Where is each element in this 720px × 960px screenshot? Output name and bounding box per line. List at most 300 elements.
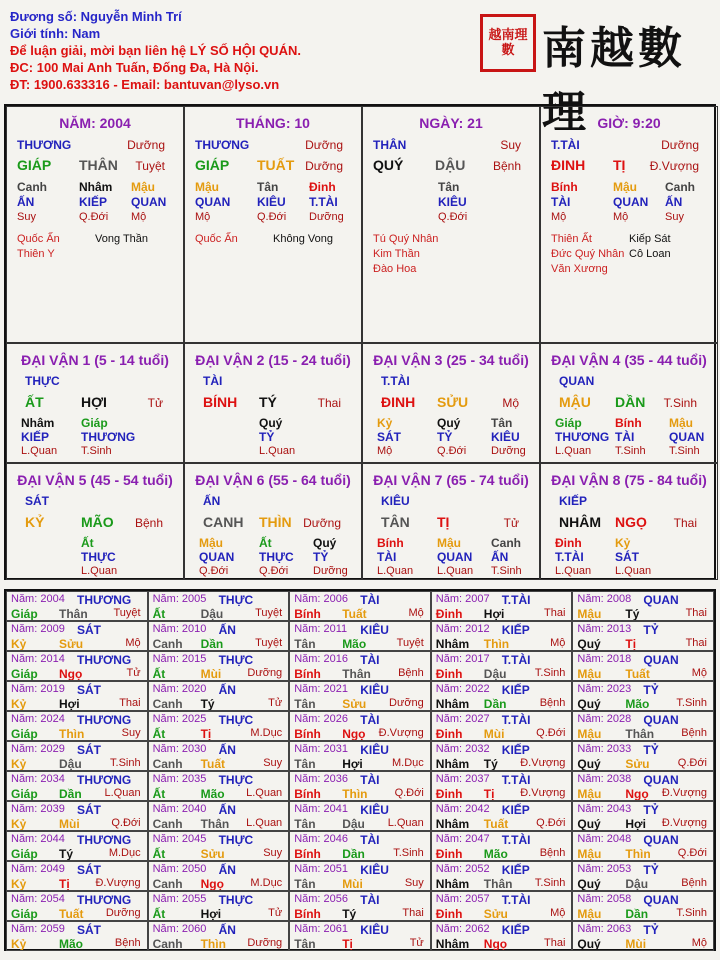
pillar-cell	[540, 106, 718, 343]
hidden-stage: T.Sinh	[81, 445, 112, 457]
life-stage: Dưỡng	[127, 138, 165, 152]
ten-god: KIÊU	[381, 494, 410, 508]
year-branch: Tuất	[483, 817, 509, 831]
year-god: THƯƠNG	[77, 593, 132, 607]
life-stage: Tử	[503, 516, 519, 530]
year-stem: Quý	[577, 757, 601, 771]
year-cell	[6, 621, 148, 651]
star-right: Kiếp Sát	[629, 233, 671, 245]
heavenly-stem: GIÁP	[17, 157, 52, 173]
phone-email: ĐT: 1900.633316 - Email: bantuvan@lyso.vn	[10, 77, 280, 92]
year-label: Năm: 2037	[435, 773, 490, 785]
hidden-god: KIÊU	[257, 195, 286, 209]
year-stage: Dưỡng	[247, 667, 283, 679]
dai-van-cell	[362, 343, 540, 463]
hidden-god: KIÊU	[491, 430, 520, 444]
year-label: Năm: 2007	[435, 593, 490, 605]
star-right: Vong Thần	[95, 233, 149, 245]
year-stem: Nhâm	[435, 937, 470, 951]
year-branch: Dậu	[200, 607, 224, 621]
hidden-stem: Giáp	[81, 416, 108, 430]
hidden-stem: Quý	[313, 536, 337, 550]
year-god: KIÊU	[360, 923, 389, 937]
year-label: Năm: 2010	[152, 623, 207, 635]
dai-van-cell	[362, 463, 540, 580]
year-cell	[289, 801, 431, 831]
year-god: THƯƠNG	[77, 893, 132, 907]
year-stage: Suy	[404, 877, 424, 889]
life-stage: Dưỡng	[303, 516, 341, 530]
year-label: Năm: 2051	[294, 863, 348, 875]
year-god: THƯƠNG	[77, 653, 132, 667]
year-god: TỶ	[643, 683, 659, 697]
dai-van-title: ĐẠI VẬN 4 (35 - 44 tuổi)	[551, 352, 707, 368]
dai-van-title: ĐẠI VẬN 5 (45 - 54 tuổi)	[17, 472, 173, 488]
pillar-title: GIỜ: 9:20	[597, 115, 661, 131]
year-god: THƯƠNG	[77, 773, 132, 787]
gender: Giới tính: Nam	[10, 26, 101, 41]
year-god: THỰC	[218, 773, 254, 787]
year-branch: Thìn	[59, 727, 85, 741]
hidden-god: TÀI	[377, 550, 397, 564]
year-label: Năm: 2042	[435, 803, 490, 815]
year-label: Năm: 2022	[435, 683, 490, 695]
star-left: Kim Thần	[373, 248, 420, 260]
year-stage: M.Dục	[250, 877, 283, 889]
year-branch: Mùi	[342, 877, 363, 891]
year-stage: Đ.Vượng	[378, 727, 424, 739]
year-cell	[431, 891, 573, 921]
hidden-god: THỰC	[81, 550, 116, 564]
year-stage: T.Sinh	[534, 877, 566, 889]
hidden-stage: Dưỡng	[313, 565, 348, 577]
year-god: ẤN	[218, 863, 236, 877]
year-stem: Canh	[152, 877, 183, 891]
life-stage: Thai	[673, 516, 697, 530]
year-branch: Sửu	[483, 907, 508, 921]
year-stem: Bính	[294, 907, 321, 921]
year-stem: Ất	[152, 847, 166, 861]
hidden-stage: L.Quan	[437, 565, 474, 577]
year-cell	[6, 651, 148, 681]
ten-god: T.TÀI	[551, 138, 580, 152]
year-stage: Bệnh	[539, 847, 566, 859]
year-stage: Thai	[543, 607, 566, 619]
year-stage: Mộ	[408, 607, 424, 619]
year-label: Năm: 2060	[152, 923, 207, 935]
year-cell	[572, 711, 714, 741]
year-god: SÁT	[77, 623, 101, 637]
year-branch: Hợi	[483, 607, 505, 621]
year-god: THỰC	[218, 653, 254, 667]
year-stage: Bệnh	[114, 937, 141, 949]
year-stem: Kỷ	[11, 937, 27, 951]
year-stage: L.Quan	[246, 787, 283, 799]
year-branch: Sửu	[200, 847, 225, 861]
year-god: TÀI	[360, 893, 380, 907]
year-branch: Tý	[59, 847, 74, 861]
year-cell	[431, 711, 573, 741]
year-label: Năm: 2018	[577, 653, 632, 665]
year-label: Năm: 2029	[11, 743, 65, 755]
year-label: Năm: 2052	[435, 863, 490, 875]
pillar-cell	[184, 106, 362, 343]
hidden-stem: Mậu	[195, 180, 219, 194]
year-branch: Tý	[342, 907, 357, 921]
owner-name: Đương số: Nguyễn Minh Trí	[10, 9, 182, 24]
year-stage: Q.Đới	[677, 757, 707, 769]
year-label: Năm: 2014	[11, 653, 65, 665]
star-right: Cô Loan	[629, 248, 671, 260]
year-stage: Thai	[543, 937, 566, 949]
year-cell	[431, 831, 573, 861]
dai-van-title: ĐẠI VẬN 1 (5 - 14 tuổi)	[21, 352, 169, 368]
year-branch: Tuất	[625, 667, 650, 681]
year-cell	[289, 681, 431, 711]
year-branch: Thìn	[200, 937, 226, 951]
hidden-stem: Ất	[81, 536, 94, 550]
year-stem: Ất	[152, 607, 166, 621]
year-god: TÀI	[360, 833, 380, 847]
heavenly-stem: NHÂM	[559, 514, 601, 530]
hidden-stem: Tân	[257, 180, 279, 194]
year-label: Năm: 2049	[11, 863, 65, 875]
year-label: Năm: 2062	[435, 923, 490, 935]
heavenly-stem: GIÁP	[195, 157, 230, 173]
year-god: ẤN	[218, 683, 236, 697]
year-branch: Thân	[200, 817, 230, 831]
year-label: Năm: 2061	[294, 923, 348, 935]
year-stage: Đ.Vượng	[661, 787, 707, 799]
year-god: KIÊU	[360, 803, 389, 817]
year-stem: Bính	[294, 727, 321, 741]
year-god: TỶ	[643, 803, 659, 817]
ten-god: TÀI	[203, 374, 223, 388]
year-stem: Ất	[152, 787, 166, 801]
hidden-god: TỶ	[437, 430, 453, 444]
year-cell	[572, 861, 714, 891]
hidden-stage: L.Quan	[555, 445, 592, 457]
year-stem: Mậu	[577, 847, 602, 861]
year-branch: Tuất	[200, 757, 226, 771]
year-stem: Nhâm	[435, 817, 470, 831]
year-stage: Dưỡng	[389, 697, 424, 709]
hidden-god: THƯƠNG	[81, 430, 136, 444]
dai-van-cell	[540, 463, 718, 580]
hidden-stage: L.Quan	[21, 445, 58, 457]
year-god: THỰC	[218, 893, 254, 907]
hidden-stem: Canh	[491, 536, 521, 550]
year-branch: Dần	[625, 907, 649, 921]
hidden-stem: Tân	[491, 416, 513, 430]
hidden-god: SÁT	[377, 430, 401, 444]
year-stage: L.Quan	[246, 817, 283, 829]
hidden-stem: Kỷ	[377, 416, 393, 430]
year-cell	[289, 621, 431, 651]
year-stage: Mộ	[550, 637, 566, 649]
year-branch: Tý	[625, 607, 640, 621]
year-stage: T.Sinh	[534, 667, 566, 679]
year-label: Năm: 2044	[11, 833, 65, 845]
year-label: Năm: 2030	[152, 743, 207, 755]
year-stem: Mậu	[577, 667, 602, 681]
year-cell	[572, 741, 714, 771]
year-stem: Giáp	[11, 847, 38, 861]
year-god: QUAN	[643, 713, 679, 727]
hidden-god: SÁT	[615, 550, 639, 564]
year-cell	[431, 771, 573, 801]
year-branch: Dậu	[342, 817, 365, 831]
year-branch: Tị	[342, 937, 353, 951]
year-stage: Bệnh	[681, 727, 707, 739]
year-branch: Thìn	[342, 787, 368, 801]
year-cell	[431, 681, 573, 711]
year-branch: Hợi	[200, 907, 222, 921]
hidden-stage: Q.Đới	[259, 565, 289, 577]
hidden-stage: L.Quan	[615, 565, 652, 577]
year-god: T.TÀI	[501, 653, 531, 667]
year-god: ẤN	[218, 623, 236, 637]
year-stage: Mộ	[550, 907, 566, 919]
star-left: Đức Quý Nhân	[551, 248, 625, 260]
year-label: Năm: 2031	[294, 743, 348, 755]
year-god: KIẾP	[501, 923, 530, 937]
year-stage: Thai	[685, 607, 707, 619]
year-stage: Tử	[409, 937, 424, 949]
year-cell	[289, 741, 431, 771]
year-cell	[431, 861, 573, 891]
year-stem: Tân	[294, 637, 316, 651]
year-branch: Tý	[200, 697, 215, 711]
year-god: SÁT	[77, 683, 101, 697]
earthly-branch: MÃO	[81, 514, 114, 530]
heavenly-stem: ĐINH	[551, 157, 586, 173]
year-stage: Q.Đới	[677, 847, 707, 859]
year-stem: Kỷ	[11, 877, 27, 891]
year-god: ẤN	[218, 803, 236, 817]
year-label: Năm: 2035	[152, 773, 207, 785]
year-cell	[148, 921, 290, 951]
year-label: Năm: 2057	[435, 893, 490, 905]
year-stage: Tuyệt	[255, 637, 283, 649]
ten-god: QUAN	[559, 374, 595, 388]
year-god: T.TÀI	[501, 593, 531, 607]
year-stage: Mộ	[125, 637, 141, 649]
year-cell	[148, 891, 290, 921]
hidden-god: TÀI	[551, 195, 571, 209]
year-god: SÁT	[77, 803, 101, 817]
earthly-branch: DẦN	[615, 394, 646, 410]
hidden-god: QUAN	[199, 550, 235, 564]
year-stem: Nhâm	[435, 637, 470, 651]
year-stem: Đinh	[435, 727, 463, 741]
hidden-stem: Đinh	[555, 536, 582, 550]
hidden-stage: Suy	[17, 211, 36, 223]
hidden-god: ẤN	[491, 550, 509, 564]
year-branch: Ngọ	[483, 937, 508, 951]
year-branch: Tị	[625, 637, 637, 651]
year-cell	[148, 711, 290, 741]
hidden-stage: L.Quan	[555, 565, 592, 577]
pillar-title: NGÀY: 21	[419, 115, 483, 131]
year-cell	[572, 831, 714, 861]
year-stage: Mộ	[691, 937, 707, 949]
hidden-stem: Quý	[437, 416, 461, 430]
year-label: Năm: 2026	[294, 713, 348, 725]
year-god: T.TÀI	[501, 833, 531, 847]
year-stage: T.Sinh	[393, 847, 424, 859]
year-cell	[572, 621, 714, 651]
hidden-god: ẤN	[17, 195, 35, 209]
year-branch: Ngọ	[200, 877, 224, 891]
year-stem: Canh	[152, 937, 183, 951]
hidden-stem: Nhâm	[79, 180, 113, 194]
year-stage: L.Quan	[387, 817, 424, 829]
year-god: SÁT	[77, 923, 101, 937]
year-god: THƯƠNG	[77, 833, 132, 847]
year-label: Năm: 2009	[11, 623, 65, 635]
ten-god: ẤN	[203, 494, 221, 508]
year-branch: Tuất	[342, 607, 367, 621]
earthly-branch: TỊ	[437, 514, 450, 530]
year-branch: Dần	[200, 637, 224, 651]
year-label: Năm: 2050	[152, 863, 207, 875]
branch-stage: Dưỡng	[305, 159, 343, 173]
year-branch: Ngọ	[59, 667, 83, 681]
year-stage: Q.Đới	[111, 817, 141, 829]
earthly-branch: THÌN	[259, 514, 292, 530]
pillar-title: NĂM: 2004	[59, 115, 131, 131]
year-stem: Mậu	[577, 907, 602, 921]
year-god: SÁT	[77, 863, 101, 877]
hidden-stem: Tân	[438, 180, 460, 194]
year-branch: Tị	[200, 727, 212, 741]
hidden-stage: Mộ	[551, 211, 567, 223]
heavenly-stem: TÂN	[381, 514, 410, 530]
year-branch: Dần	[59, 787, 82, 801]
year-stem: Ất	[152, 667, 166, 681]
year-stem: Nhâm	[435, 877, 470, 891]
year-branch: Ngọ	[625, 787, 649, 801]
year-branch: Mão	[483, 847, 508, 861]
hidden-stem: Mậu	[437, 536, 461, 550]
year-stem: Kỷ	[11, 697, 27, 711]
year-stem: Ất	[152, 907, 166, 921]
star-right: Không Vong	[273, 233, 333, 245]
year-god: SÁT	[77, 743, 101, 757]
year-stage: Bệnh	[398, 667, 424, 679]
year-stem: Canh	[152, 757, 183, 771]
year-stem: Mậu	[577, 727, 602, 741]
hidden-god: QUAN	[669, 430, 705, 444]
year-cell	[572, 801, 714, 831]
year-cell	[431, 921, 573, 951]
year-label: Năm: 2055	[152, 893, 207, 905]
year-stem: Quý	[577, 817, 601, 831]
heavenly-stem: MẬU	[559, 394, 591, 410]
year-stem: Quý	[577, 937, 601, 951]
hidden-stage: T.Sinh	[491, 565, 522, 577]
year-cell	[431, 741, 573, 771]
earthly-branch: TÝ	[259, 394, 277, 410]
year-god: QUAN	[643, 893, 679, 907]
year-branch: Mão	[342, 637, 367, 651]
year-branch: Thân	[483, 877, 513, 891]
year-god: ẤN	[218, 923, 236, 937]
hidden-stem: Bính	[615, 416, 642, 430]
year-stem: Nhâm	[435, 757, 470, 771]
year-cell	[148, 861, 290, 891]
ten-god: THÂN	[373, 138, 407, 152]
branch-stage: Đ.Vượng	[649, 159, 699, 173]
year-stage: Tuyệt	[396, 637, 424, 649]
year-stage: Thai	[685, 637, 707, 649]
year-label: Năm: 2013	[577, 623, 632, 635]
year-stem: Mậu	[577, 787, 602, 801]
year-label: Năm: 2058	[577, 893, 632, 905]
year-cell	[572, 771, 714, 801]
hidden-stem: Canh	[17, 180, 47, 194]
year-branch: Thân	[342, 667, 371, 681]
year-god: QUAN	[643, 773, 679, 787]
year-label: Năm: 2005	[152, 593, 207, 605]
hidden-god: KIẾP	[79, 195, 108, 209]
year-god: TỶ	[643, 923, 659, 937]
year-stem: Giáp	[11, 667, 38, 681]
hidden-stem: Ất	[259, 536, 272, 550]
year-stem: Tân	[294, 757, 316, 771]
star-left: Thiên Ất	[551, 233, 592, 245]
year-cell	[431, 651, 573, 681]
year-stem: Bính	[294, 847, 321, 861]
year-stem: Đinh	[435, 667, 463, 681]
year-stage: Q.Đới	[394, 787, 424, 799]
year-branch: Mão	[59, 937, 83, 951]
year-branch: Mùi	[483, 727, 505, 741]
star-left: Quốc Ấn	[17, 233, 60, 245]
year-god: TÀI	[360, 713, 380, 727]
year-branch: Tý	[483, 757, 498, 771]
year-cell	[6, 771, 148, 801]
year-god: KIẾP	[501, 623, 530, 637]
year-stem: Quý	[577, 697, 601, 711]
year-cell	[6, 861, 148, 891]
year-branch: Thìn	[483, 637, 510, 651]
year-god: KIÊU	[360, 743, 389, 757]
hidden-stage: T.Sinh	[615, 445, 646, 457]
hidden-stem: Canh	[665, 180, 695, 194]
year-branch: Sửu	[625, 757, 650, 771]
year-stem: Đinh	[435, 787, 463, 801]
year-label: Năm: 2039	[11, 803, 65, 815]
year-god: QUAN	[643, 593, 679, 607]
year-cell	[289, 861, 431, 891]
year-label: Năm: 2012	[435, 623, 490, 635]
year-label: Năm: 2024	[11, 713, 65, 725]
year-label: Năm: 2059	[11, 923, 65, 935]
ten-god: SÁT	[25, 494, 49, 508]
life-stage: Mộ	[502, 396, 519, 410]
year-stem: Đinh	[435, 907, 463, 921]
year-god: QUAN	[643, 653, 679, 667]
hidden-stage: Q.Đới	[437, 445, 467, 457]
year-stem: Đinh	[435, 847, 463, 861]
year-stem: Kỷ	[11, 817, 27, 831]
year-label: Năm: 2015	[152, 653, 207, 665]
year-stem: Giáp	[11, 607, 38, 621]
year-god: ẤN	[218, 743, 236, 757]
hidden-stem: Nhâm	[21, 416, 55, 430]
